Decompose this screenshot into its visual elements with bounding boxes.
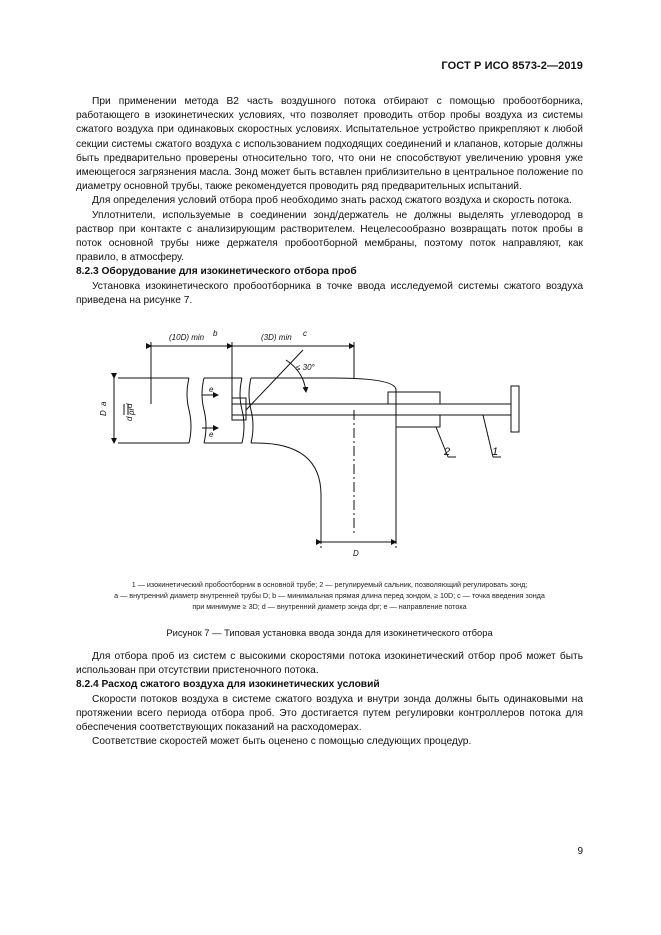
- callout-1: 1: [492, 446, 499, 458]
- probe-installation-drawing: [96, 320, 566, 580]
- pipe-break-left: [187, 378, 191, 443]
- angle-label: ≤ 30°: [296, 363, 315, 372]
- elbow-outer: [332, 378, 396, 390]
- elbow-inner: [256, 443, 321, 542]
- dim-sup-d: d: [125, 403, 134, 408]
- paragraph: Уплотнители, используемые в соединении зонд/держатель не должны выделять углеводород в раствор при контакте с анализирующим растворителем. Нецелесообразно возвращать поток пробы в поток основной трубы ниже держателя пробоотборной мембраны, поэтому поток направляют, как правило, в атмосферу.: [76, 209, 583, 264]
- figure-7-diagram: [96, 320, 566, 580]
- legend-line: 1 — изокинетический пробоотборник в основной трубе; 2 — регулируемый сальник, позволяющий регулировать зонд;: [131, 580, 528, 589]
- dim-dpr-label: d: [125, 416, 134, 421]
- flow-arrow-label-top: e: [209, 385, 214, 394]
- standard-header: ГОСТ Р ИСО 8573-2—2019: [441, 60, 583, 72]
- section-heading-8-2-4: 8.2.4 Расход сжатого воздуха для изокинетических условий: [76, 679, 380, 691]
- body-text-bottom: [76, 650, 583, 749]
- page-number: 9: [577, 846, 583, 857]
- probe-tip: [232, 398, 246, 420]
- dim-sup-c: c: [303, 329, 307, 338]
- paragraph: Соответствие скоростей может быть оценено с помощью следующих процедур.: [92, 736, 472, 748]
- legend-line: a — внутренний диаметр внутренней трубы D; b — минимальная прямая длина перед зондом, ≥ 10D; c — точка введения зонда: [114, 591, 545, 600]
- body-text-top: [76, 95, 583, 308]
- figure-caption: Рисунок 7 — Типовая установка ввода зонда для изокинетического отбора: [166, 627, 493, 638]
- figure-legend: [76, 579, 583, 612]
- angle-line: [246, 350, 303, 410]
- probe-flange: [511, 386, 519, 432]
- dim-3d-label: (3D) min: [261, 333, 292, 342]
- pipe-break-right: [202, 378, 206, 443]
- callout-2: 2: [444, 446, 451, 458]
- paragraph: Установка изокинетического пробоотборника в точке ввода исследуемой системы сжатого воздуха приведена на рисунке 7.: [76, 280, 583, 306]
- paragraph: При применении метода B2 часть воздушного потока отбирают с помощью пробоотборника, работающего в изокинетических условиях, что позволяет проводить отбор пробы воздуха из системы сжатого воздуха при одинаковых скоростных условиях. Испытательное устройство прикрепляют к любой секции системы сжатого воздуха с использованием подходящих соединений и клапанов, которые должны быть предварительно проверены относительно того, что они не способствуют увеличению уровня уже имеющегося загрязнения масла. Зонд может быть вставлен приблизительно в центральное положение по диаметру основной трубы, также рекомендуется проводить ряд предварительных испытаний.: [76, 96, 583, 193]
- dim-sub-pr: pr: [127, 407, 136, 415]
- bottom-d-label: D: [353, 549, 359, 558]
- dim-sup-b: b: [213, 329, 218, 338]
- section-heading-8-2-3: 8.2.3 Оборудование для изокинетического отбора проб: [76, 266, 357, 278]
- paragraph: Для отбора проб из систем с высокими скоростями потока изокинетический отбор проб может быть использован при отсутствии пристеночного потока.: [76, 651, 583, 677]
- paragraph: Скорости потоков воздуха в системе сжатого воздуха и внутри зонда должны быть одинаковыми на протяжении всего периода отбора проб. Это достигается путем регулировки контроллеров потока для обеспечения соответствующих показаний на расходомерах.: [76, 693, 583, 734]
- dim-10d-label: (10D) min: [169, 333, 205, 342]
- dim-d-label: D: [99, 410, 108, 416]
- dim-sup-a: a: [99, 401, 108, 406]
- flow-arrow-label-bottom: e: [209, 430, 214, 439]
- paragraph: Для определения условий отбора проб необходимо знать расход сжатого воздуха и скорость потока.: [92, 195, 572, 207]
- legend-line: при минимуме ≥ 3D; d — внутренний диаметр зонда dpr; e — направление потока: [192, 602, 467, 611]
